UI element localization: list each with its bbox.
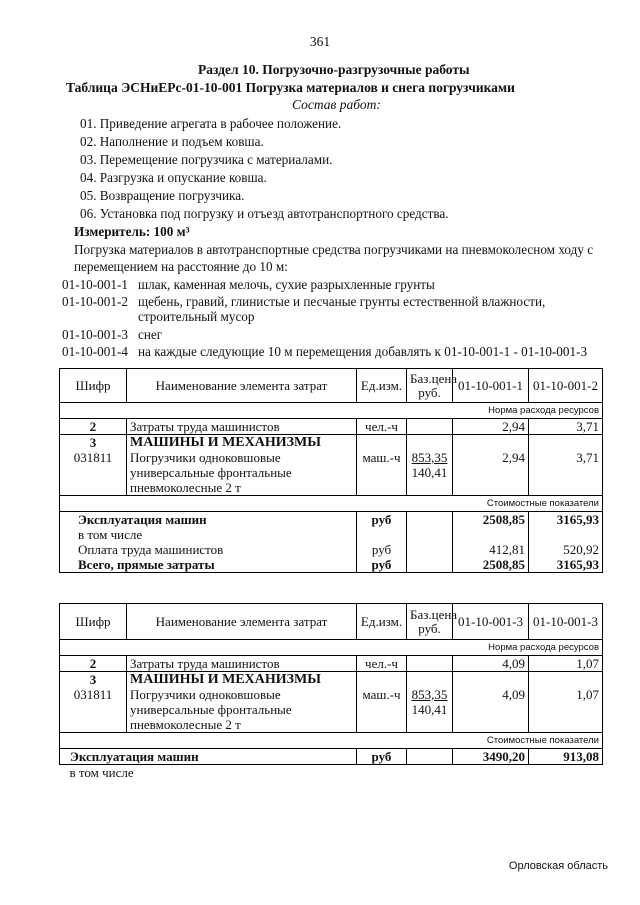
footer-region: Орловская область <box>508 860 608 872</box>
header-col-1: 01-10-001-3 <box>453 604 529 640</box>
header-unit: Ед.изм. <box>357 604 407 640</box>
code-label: 01-10-001-3 <box>62 327 128 342</box>
code-text: щебень, гравий, глинистые и песчаные грунты естественной влажности, <box>138 294 546 309</box>
norm-label: Норма расхода ресурсов <box>127 403 603 419</box>
description-line: Погрузка материалов в автотранспортные средства погрузчиками на пневмоколесном ходу с <box>74 242 594 257</box>
table-row: Всего, прямые затраты руб 2508,85 3165,93 <box>60 557 603 573</box>
table-row: 3 031811 МАШИНЫ И МЕХАНИЗМЫ Погрузчики одноковшовые универсальные фронтальные пневмоколесные 2 т маш.-ч 853,35 140,41 2,94 3,71 <box>60 435 603 496</box>
code-label: 01-10-001-1 <box>62 277 128 292</box>
works-heading: Состав работ: <box>292 97 381 112</box>
header-col-2: 01-10-001-2 <box>529 369 603 403</box>
header-price: Баз.цена руб. <box>407 604 453 640</box>
table-row: Оплата труда машинистов руб 412,81 520,92 <box>60 542 603 557</box>
cost-label: Стоимостные показатели <box>60 733 603 749</box>
work-item: 02. Наполнение и подъем ковша. <box>80 134 264 149</box>
table-row: 2 Затраты труда машинистов чел.-ч 4,09 1,07 <box>60 656 603 672</box>
table-row: Эксплуатация машин руб 3490,20 913,08 <box>60 749 603 765</box>
table-row: Эксплуатация машин руб 2508,85 3165,93 <box>60 512 603 528</box>
header-unit: Ед.изм. <box>357 369 407 403</box>
header-code: Шифр <box>60 369 127 403</box>
norm-label: Норма расхода ресурсов <box>127 640 603 656</box>
work-item: 01. Приведение агрегата в рабочее положение. <box>80 116 342 131</box>
section-title: Раздел 10. Погрузочно-разгрузочные работы <box>198 62 470 77</box>
table-title: Таблица ЭСНиЕРс-01-10-001 Погрузка материалов и снега погрузчиками <box>66 80 515 95</box>
code-label: 01-10-001-2 <box>62 294 128 309</box>
work-item: 06. Установка под погрузку и отъезд автотранспортного средства. <box>80 206 449 221</box>
work-item: 03. Перемещение погрузчика с материалами. <box>80 152 333 167</box>
code-text: шлак, каменная мелочь, сухие разрыхленные грунты <box>138 277 435 292</box>
header-code: Шифр <box>60 604 127 640</box>
work-item: 05. Возвращение погрузчика. <box>80 188 245 203</box>
code-text: снег <box>138 327 163 342</box>
code-text: строительный мусор <box>138 309 255 324</box>
code-text: на каждые следующие 10 м перемещения добавлять к 01-10-001-1 - 01-10-001-3 <box>138 344 588 359</box>
table-row: 3 031811 МАШИНЫ И МЕХАНИЗМЫ Погрузчики одноковшовые универсальные фронтальные пневмоколесные 2 т маш.-ч 853,35 140,41 4,09 1,07 <box>60 672 603 733</box>
cost-label: Стоимостные показатели <box>60 496 603 512</box>
header-price: Баз.цена руб. <box>407 369 453 403</box>
header-col-2: 01-10-001-3 <box>529 604 603 640</box>
description-line: перемещением на расстояние до 10 м: <box>74 259 288 274</box>
code-label: 01-10-001-4 <box>62 344 128 359</box>
resource-table-1 <box>59 368 603 573</box>
meter: Измеритель: 100 м³ <box>74 224 190 239</box>
resource-table-2 <box>59 603 603 780</box>
header-name: Наименование элемента затрат <box>127 604 357 640</box>
table-row: в том числе <box>60 765 603 781</box>
page-number: 361 <box>309 34 331 49</box>
table-row: 2 Затраты труда машинистов чел.-ч 2,94 3,71 <box>60 419 603 435</box>
work-item: 04. Разгрузка и опускание ковша. <box>80 170 267 185</box>
header-name: Наименование элемента затрат <box>127 369 357 403</box>
table-row: в том числе <box>60 527 603 542</box>
header-col-1: 01-10-001-1 <box>453 369 529 403</box>
